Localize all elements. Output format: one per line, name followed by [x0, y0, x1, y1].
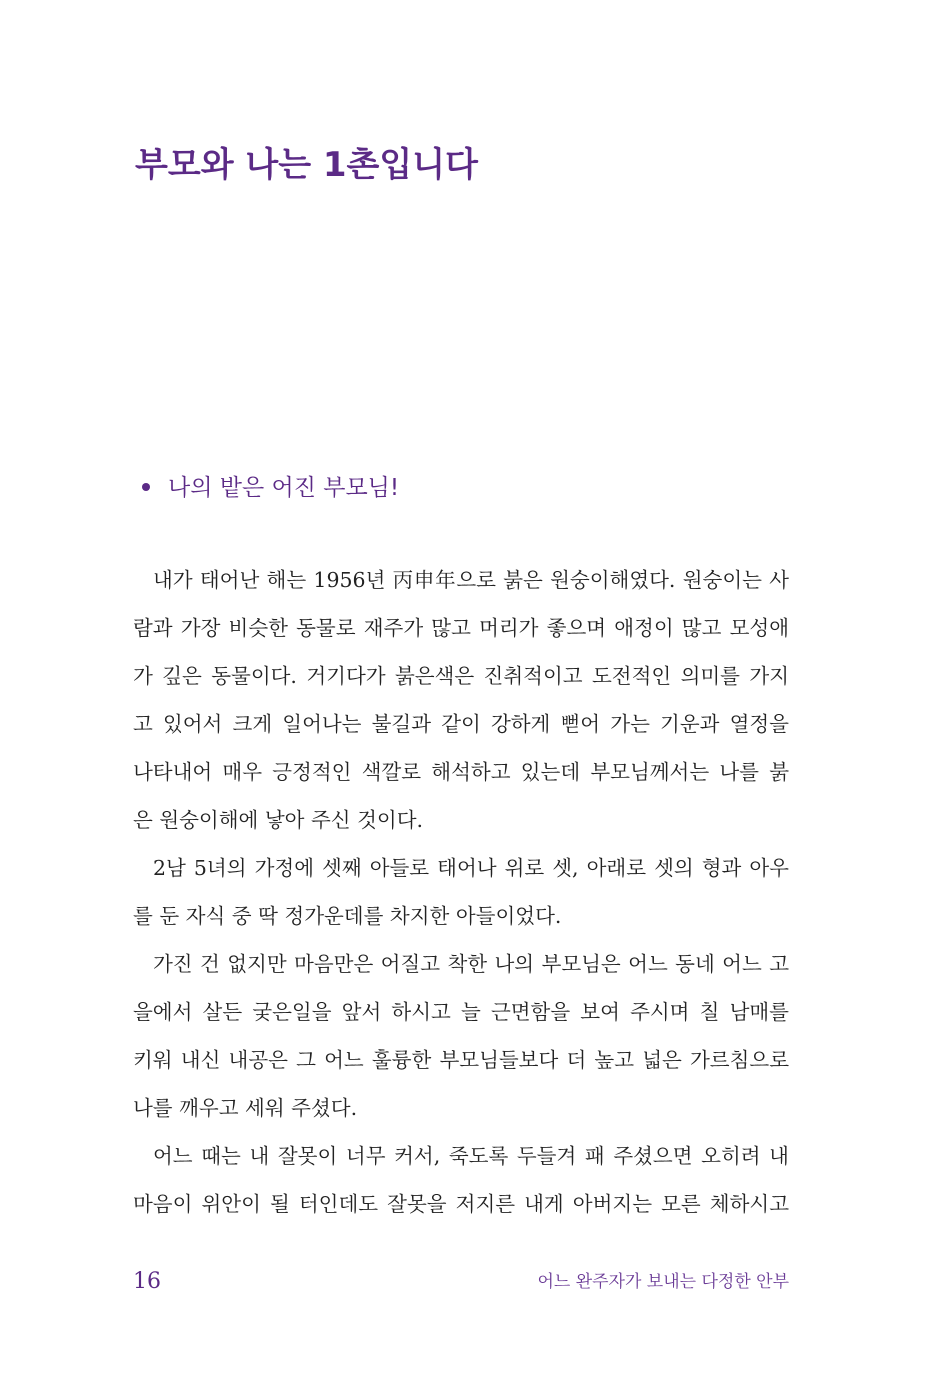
chapter-title: 부모와 나는 1촌입니다 — [135, 145, 478, 185]
body-line: 나타내어 매우 긍정적인 색깔로 해석하고 있는데 부모님께서는 나를 붉 — [133, 760, 789, 784]
body-line: 을에서 살든 궂은일을 앞서 하시고 늘 근면함을 보여 주시며 칠 남매를 — [133, 1000, 789, 1024]
body-line: 나를 깨우고 세워 주셨다. — [133, 1096, 358, 1120]
body-line: 가진 건 없지만 마음만은 어질고 착한 나의 부모님은 어느 동네 어느 고 — [153, 952, 789, 976]
body-line: 내가 태어난 해는 1956년 丙申年으로 붉은 원숭이해였다. 원숭이는 사 — [153, 568, 789, 592]
section-heading — [142, 468, 399, 508]
body-line: 어느 때는 내 잘못이 너무 커서, 죽도록 두들겨 패 주셨으면 오히려 내 — [153, 1144, 789, 1168]
page-footer — [133, 1264, 789, 1300]
running-title: 어느 완주자가 보내는 다정한 안부 — [537, 1272, 789, 1292]
body-text — [133, 556, 789, 1228]
body-line: 를 둔 자식 중 딱 정가운데를 차지한 아들이었다. — [133, 904, 562, 928]
body-line: 은 원숭이해에 낳아 주신 것이다. — [133, 808, 424, 832]
page-number: 16 — [133, 1269, 161, 1294]
body-line: 고 있어서 크게 일어나는 불길과 같이 강하게 뻗어 가는 기운과 열정을 — [133, 712, 789, 736]
body-line: 마음이 위안이 될 터인데도 잘못을 저지른 내게 아버지는 모른 체하시고 — [133, 1192, 789, 1216]
body-line: 가 깊은 동물이다. 거기다가 붉은색은 진취적이고 도전적인 의미를 가지 — [133, 664, 789, 688]
body-line: 2남 5녀의 가정에 셋째 아들로 태어나 위로 셋, 아래로 셋의 형과 아우 — [153, 856, 789, 880]
bullet-dot-icon — [142, 483, 150, 491]
body-line: 람과 가장 비슷한 동물로 재주가 많고 머리가 좋으며 애정이 많고 모성애 — [133, 616, 789, 640]
body-line: 키워 내신 내공은 그 어느 훌륭한 부모님들보다 더 높고 넓은 가르침으로 — [133, 1048, 789, 1072]
section-heading-text: 나의 밭은 어진 부모님! — [168, 475, 400, 501]
